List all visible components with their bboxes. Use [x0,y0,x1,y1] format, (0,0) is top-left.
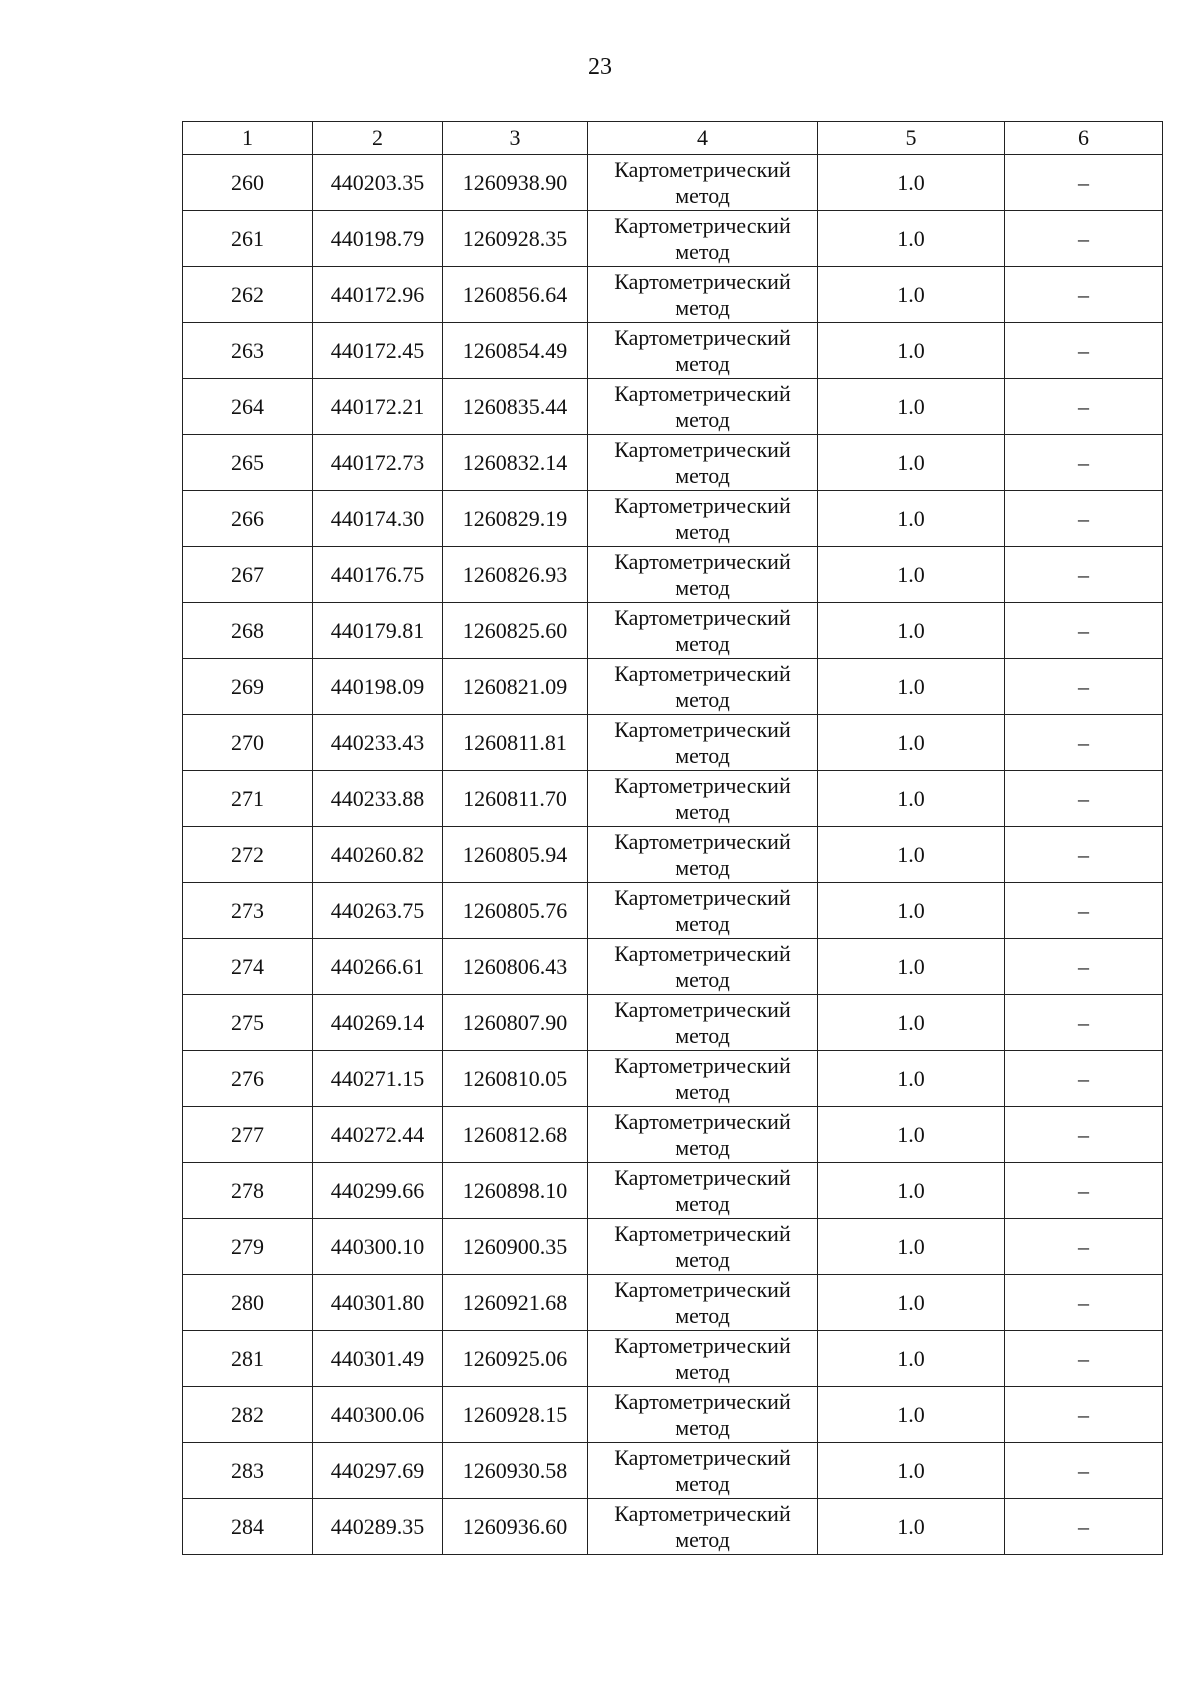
note-cell: – [1005,323,1163,379]
table-row [183,211,1163,267]
x-coordinate-cell: 440272.44 [313,1107,443,1163]
table-row [183,1387,1163,1443]
x-coordinate-cell: 440301.80 [313,1275,443,1331]
x-coordinate-cell: 440266.61 [313,939,443,995]
y-coordinate-cell: 1260829.19 [443,491,588,547]
note-cell: – [1005,379,1163,435]
method-cell [588,1163,818,1219]
method-line-2: метод [675,1246,730,1272]
x-coordinate-cell: 440300.06 [313,1387,443,1443]
header-cell: 3 [443,122,588,155]
page-number: 23 [588,54,612,80]
x-coordinate-cell: 440297.69 [313,1443,443,1499]
y-coordinate-cell: 1260936.60 [443,1499,588,1555]
accuracy-cell: 1.0 [818,267,1005,323]
x-coordinate-cell: 440233.88 [313,771,443,827]
method-line-1: Картометрический [614,1108,791,1134]
method-line-2: метод [675,686,730,712]
y-coordinate-cell: 1260807.90 [443,995,588,1051]
table-row [183,547,1163,603]
accuracy-cell: 1.0 [818,435,1005,491]
point-number-cell: 276 [183,1051,313,1107]
method-cell [588,547,818,603]
table-row [183,1331,1163,1387]
method-line-2: метод [675,462,730,488]
y-coordinate-cell: 1260854.49 [443,323,588,379]
accuracy-cell: 1.0 [818,771,1005,827]
method-cell [588,435,818,491]
method-line-1: Картометрический [614,828,791,854]
point-number-cell: 271 [183,771,313,827]
y-coordinate-cell: 1260925.06 [443,1331,588,1387]
point-number-cell: 278 [183,1163,313,1219]
note-cell: – [1005,211,1163,267]
method-line-1: Картометрический [614,212,791,238]
x-coordinate-cell: 440198.09 [313,659,443,715]
y-coordinate-cell: 1260835.44 [443,379,588,435]
method-line-2: метод [675,1078,730,1104]
y-coordinate-cell: 1260810.05 [443,1051,588,1107]
table-row [183,1107,1163,1163]
accuracy-cell: 1.0 [818,883,1005,939]
x-coordinate-cell: 440172.73 [313,435,443,491]
point-number-cell: 272 [183,827,313,883]
method-line-2: метод [675,1302,730,1328]
accuracy-cell: 1.0 [818,1219,1005,1275]
accuracy-cell: 1.0 [818,995,1005,1051]
method-line-2: метод [675,910,730,936]
method-line-1: Картометрический [614,324,791,350]
note-cell: – [1005,1219,1163,1275]
table-row [183,491,1163,547]
y-coordinate-cell: 1260811.81 [443,715,588,771]
table-row [183,323,1163,379]
table-row [183,379,1163,435]
table-row [183,435,1163,491]
table-row [183,715,1163,771]
note-cell: – [1005,267,1163,323]
y-coordinate-cell: 1260825.60 [443,603,588,659]
y-coordinate-cell: 1260811.70 [443,771,588,827]
coordinates-table [182,121,1163,1555]
method-line-1: Картометрический [614,884,791,910]
method-line-1: Картометрический [614,940,791,966]
accuracy-cell: 1.0 [818,491,1005,547]
note-cell: – [1005,1051,1163,1107]
accuracy-cell: 1.0 [818,1107,1005,1163]
header-cell: 1 [183,122,313,155]
method-line-2: метод [675,742,730,768]
method-line-1: Картометрический [614,1500,791,1526]
method-cell [588,211,818,267]
point-number-cell: 267 [183,547,313,603]
method-line-1: Картометрический [614,1388,791,1414]
point-number-cell: 277 [183,1107,313,1163]
method-cell [588,155,818,211]
note-cell: – [1005,1499,1163,1555]
x-coordinate-cell: 440172.96 [313,267,443,323]
method-line-2: метод [675,630,730,656]
method-cell [588,1387,818,1443]
header-cell: 5 [818,122,1005,155]
table-row [183,939,1163,995]
method-line-1: Картометрический [614,156,791,182]
accuracy-cell: 1.0 [818,1443,1005,1499]
point-number-cell: 269 [183,659,313,715]
table-row [183,1275,1163,1331]
method-line-1: Картометрический [614,1276,791,1302]
method-line-2: метод [675,518,730,544]
point-number-cell: 263 [183,323,313,379]
y-coordinate-cell: 1260805.76 [443,883,588,939]
x-coordinate-cell: 440300.10 [313,1219,443,1275]
x-coordinate-cell: 440269.14 [313,995,443,1051]
header-cell: 6 [1005,122,1163,155]
y-coordinate-cell: 1260938.90 [443,155,588,211]
note-cell: – [1005,1387,1163,1443]
table-header-row [183,122,1163,155]
y-coordinate-cell: 1260928.35 [443,211,588,267]
accuracy-cell: 1.0 [818,659,1005,715]
method-line-2: метод [675,1134,730,1160]
method-line-1: Картометрический [614,604,791,630]
point-number-cell: 281 [183,1331,313,1387]
header-cell: 4 [588,122,818,155]
table-row [183,1499,1163,1555]
note-cell: – [1005,939,1163,995]
method-line-2: метод [675,1470,730,1496]
x-coordinate-cell: 440301.49 [313,1331,443,1387]
method-line-2: метод [675,294,730,320]
note-cell: – [1005,603,1163,659]
x-coordinate-cell: 440263.75 [313,883,443,939]
x-coordinate-cell: 440289.35 [313,1499,443,1555]
method-line-2: метод [675,854,730,880]
method-line-2: метод [675,1414,730,1440]
point-number-cell: 284 [183,1499,313,1555]
point-number-cell: 262 [183,267,313,323]
table-row [183,155,1163,211]
method-line-2: метод [675,1358,730,1384]
accuracy-cell: 1.0 [818,715,1005,771]
method-line-2: метод [675,350,730,376]
method-line-1: Картометрический [614,1444,791,1470]
table-row [183,883,1163,939]
method-line-1: Картометрический [614,492,791,518]
method-cell [588,1051,818,1107]
accuracy-cell: 1.0 [818,211,1005,267]
method-cell [588,1443,818,1499]
accuracy-cell: 1.0 [818,379,1005,435]
table-row [183,827,1163,883]
point-number-cell: 275 [183,995,313,1051]
method-line-1: Картометрический [614,660,791,686]
x-coordinate-cell: 440174.30 [313,491,443,547]
accuracy-cell: 1.0 [818,547,1005,603]
method-cell [588,379,818,435]
accuracy-cell: 1.0 [818,939,1005,995]
y-coordinate-cell: 1260856.64 [443,267,588,323]
point-number-cell: 273 [183,883,313,939]
point-number-cell: 283 [183,1443,313,1499]
table-row [183,267,1163,323]
method-line-2: метод [675,1190,730,1216]
note-cell: – [1005,1107,1163,1163]
point-number-cell: 282 [183,1387,313,1443]
point-number-cell: 268 [183,603,313,659]
table-row [183,771,1163,827]
accuracy-cell: 1.0 [818,1499,1005,1555]
y-coordinate-cell: 1260900.35 [443,1219,588,1275]
accuracy-cell: 1.0 [818,603,1005,659]
note-cell: – [1005,1275,1163,1331]
accuracy-cell: 1.0 [818,1387,1005,1443]
method-cell [588,1219,818,1275]
method-line-2: метод [675,574,730,600]
x-coordinate-cell: 440172.45 [313,323,443,379]
method-cell [588,1275,818,1331]
method-line-1: Картометрический [614,1164,791,1190]
table-body [183,155,1163,1555]
x-coordinate-cell: 440299.66 [313,1163,443,1219]
point-number-cell: 274 [183,939,313,995]
note-cell: – [1005,1163,1163,1219]
note-cell: – [1005,435,1163,491]
method-cell [588,715,818,771]
point-number-cell: 279 [183,1219,313,1275]
y-coordinate-cell: 1260806.43 [443,939,588,995]
method-cell [588,491,818,547]
method-cell [588,995,818,1051]
note-cell: – [1005,491,1163,547]
accuracy-cell: 1.0 [818,155,1005,211]
note-cell: – [1005,827,1163,883]
method-line-1: Картометрический [614,548,791,574]
header-cell: 2 [313,122,443,155]
method-cell [588,1499,818,1555]
point-number-cell: 260 [183,155,313,211]
accuracy-cell: 1.0 [818,827,1005,883]
method-cell [588,603,818,659]
x-coordinate-cell: 440233.43 [313,715,443,771]
table-row [183,603,1163,659]
table-row [183,1051,1163,1107]
method-cell [588,939,818,995]
method-line-2: метод [675,966,730,992]
method-cell [588,1331,818,1387]
y-coordinate-cell: 1260928.15 [443,1387,588,1443]
table-row [183,995,1163,1051]
accuracy-cell: 1.0 [818,1051,1005,1107]
x-coordinate-cell: 440198.79 [313,211,443,267]
method-line-1: Картометрический [614,380,791,406]
accuracy-cell: 1.0 [818,1331,1005,1387]
point-number-cell: 266 [183,491,313,547]
method-line-1: Картометрический [614,1052,791,1078]
point-number-cell: 270 [183,715,313,771]
table-row [183,1163,1163,1219]
method-cell [588,883,818,939]
point-number-cell: 264 [183,379,313,435]
x-coordinate-cell: 440203.35 [313,155,443,211]
table-row [183,659,1163,715]
method-line-2: метод [675,1022,730,1048]
y-coordinate-cell: 1260832.14 [443,435,588,491]
method-line-1: Картометрический [614,996,791,1022]
method-cell [588,1107,818,1163]
x-coordinate-cell: 440260.82 [313,827,443,883]
note-cell: – [1005,771,1163,827]
method-cell [588,827,818,883]
method-line-2: метод [675,238,730,264]
method-line-1: Картометрический [614,716,791,742]
method-line-2: метод [675,182,730,208]
note-cell: – [1005,715,1163,771]
method-cell [588,267,818,323]
method-cell [588,771,818,827]
note-cell: – [1005,1443,1163,1499]
method-line-1: Картометрический [614,1332,791,1358]
point-number-cell: 265 [183,435,313,491]
accuracy-cell: 1.0 [818,323,1005,379]
y-coordinate-cell: 1260930.58 [443,1443,588,1499]
y-coordinate-cell: 1260821.09 [443,659,588,715]
note-cell: – [1005,1331,1163,1387]
x-coordinate-cell: 440176.75 [313,547,443,603]
note-cell: – [1005,659,1163,715]
y-coordinate-cell: 1260812.68 [443,1107,588,1163]
table-row [183,1443,1163,1499]
y-coordinate-cell: 1260826.93 [443,547,588,603]
point-number-cell: 261 [183,211,313,267]
method-line-1: Картометрический [614,436,791,462]
x-coordinate-cell: 440179.81 [313,603,443,659]
method-line-1: Картометрический [614,772,791,798]
note-cell: – [1005,995,1163,1051]
method-line-2: метод [675,798,730,824]
note-cell: – [1005,883,1163,939]
method-line-2: метод [675,1526,730,1552]
y-coordinate-cell: 1260921.68 [443,1275,588,1331]
note-cell: – [1005,547,1163,603]
method-cell [588,323,818,379]
accuracy-cell: 1.0 [818,1163,1005,1219]
y-coordinate-cell: 1260805.94 [443,827,588,883]
method-line-1: Картометрический [614,268,791,294]
x-coordinate-cell: 440172.21 [313,379,443,435]
table-row [183,1219,1163,1275]
x-coordinate-cell: 440271.15 [313,1051,443,1107]
y-coordinate-cell: 1260898.10 [443,1163,588,1219]
note-cell: – [1005,155,1163,211]
point-number-cell: 280 [183,1275,313,1331]
method-line-1: Картометрический [614,1220,791,1246]
method-line-2: метод [675,406,730,432]
accuracy-cell: 1.0 [818,1275,1005,1331]
method-cell [588,659,818,715]
